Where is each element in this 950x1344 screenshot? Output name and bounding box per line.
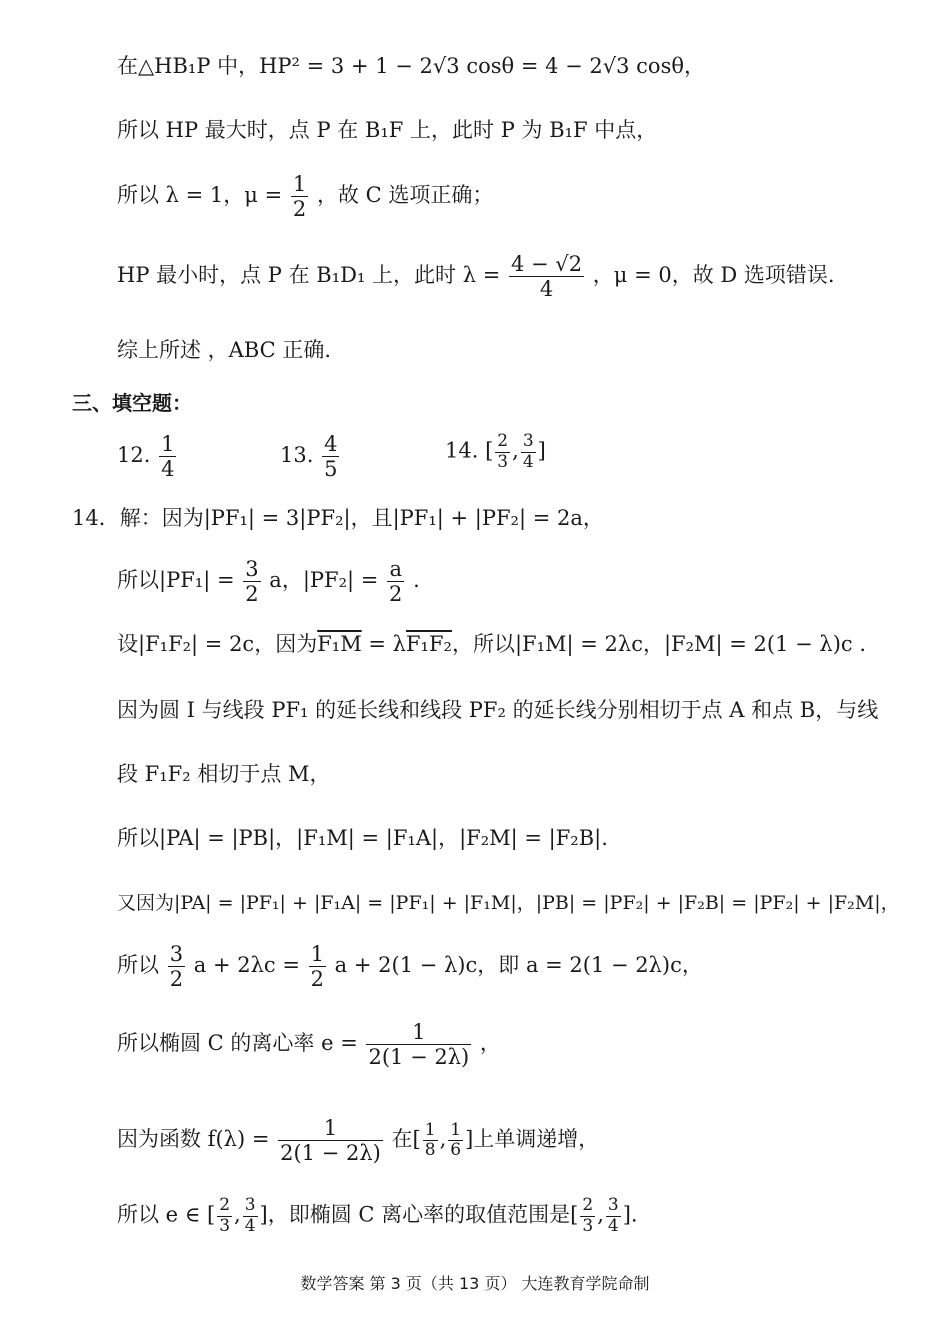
section-heading: 三、填空题： bbox=[72, 391, 192, 415]
denominator: 2 bbox=[310, 967, 324, 992]
line-text: 因为圆 I 与线段 PF₁ 的延长线和线段 PF₂ 的延长线分别相切于点 A 和点 B，与线 bbox=[117, 698, 879, 722]
solution-line-2 bbox=[117, 557, 420, 606]
fraction bbox=[495, 432, 510, 472]
denominator: 2(1 − 2λ) bbox=[280, 1141, 381, 1166]
numerator: 2 bbox=[582, 1195, 594, 1215]
text-line-option-c bbox=[117, 172, 493, 221]
numerator: 2 bbox=[497, 431, 509, 451]
fraction bbox=[217, 1196, 232, 1236]
numerator: 1 bbox=[310, 942, 324, 966]
fraction bbox=[159, 432, 176, 481]
answer-label: 13. bbox=[280, 443, 314, 468]
line-text: 所以椭圆 C 的离心率 e = bbox=[117, 1031, 358, 1056]
fraction bbox=[448, 1121, 463, 1161]
bracket: [ bbox=[485, 438, 494, 463]
fraction bbox=[521, 432, 536, 472]
solution-line-10 bbox=[117, 1116, 599, 1165]
solution-line-3 bbox=[117, 634, 866, 655]
fraction bbox=[243, 1196, 258, 1236]
denominator: 4 bbox=[607, 1215, 619, 1236]
numerator: 3 bbox=[245, 557, 259, 581]
line-text: a，|PF₂| = bbox=[269, 568, 379, 593]
denominator: 2 bbox=[169, 967, 184, 992]
solution-line-6 bbox=[117, 828, 608, 849]
separator: , bbox=[597, 1202, 604, 1227]
denominator: 4 bbox=[244, 1215, 256, 1236]
line-text: 所以 HP 最大时，点 P 在 B₁F 上，此时 P 为 B₁F 中点， bbox=[117, 118, 658, 142]
denominator: 3 bbox=[497, 451, 509, 472]
numerator: a bbox=[387, 557, 404, 582]
line-text: ，故 C 选项正确； bbox=[316, 183, 494, 208]
answer-13 bbox=[280, 432, 341, 481]
solution-line-7 bbox=[117, 892, 900, 913]
fraction bbox=[278, 1116, 383, 1165]
numerator: 1 bbox=[424, 1119, 436, 1140]
line-text: ，μ = 0，故 D 选项错误. bbox=[592, 263, 835, 288]
line-text: 在[ bbox=[391, 1127, 421, 1152]
fraction bbox=[606, 1196, 621, 1236]
page-footer: 数学答案 第 3 页（共 13 页） 大连教育学院命制 bbox=[300, 1274, 650, 1293]
line-text: 所以 e ∈ [ bbox=[117, 1202, 216, 1227]
denominator: 2 bbox=[245, 582, 259, 607]
numerator: 3 bbox=[522, 431, 534, 451]
line-text: ，所以|F₁M| = 2λc，|F₂M| = 2(1 − λ)c . bbox=[451, 632, 867, 656]
numerator: 1 bbox=[278, 1116, 383, 1141]
line-text: 段 F₁F₂ 相切于点 M， bbox=[117, 762, 331, 786]
line-text: 14．解：因为|PF₁| = 3|PF₂|，且|PF₁| + |PF₂| = 2a， bbox=[72, 506, 604, 530]
numerator: 4 bbox=[324, 432, 338, 456]
line-text: 又因为|PA| = |PF₁| + |F₁A| = |PF₁| + |F₁M|，|PB| = |PF₂| + |F₂B| = |PF₂| + |F₂M|， bbox=[117, 892, 900, 914]
line-text: 在△HB₁P 中，HP² = 3 + 1 − 2√3 cosθ = 4 − 2√3 cosθ， bbox=[117, 54, 705, 78]
line-text: ， bbox=[479, 1031, 501, 1056]
denominator: 8 bbox=[424, 1140, 436, 1161]
denominator: 4 bbox=[161, 457, 175, 482]
separator: , bbox=[234, 1202, 241, 1227]
solution-line-8 bbox=[117, 942, 703, 991]
numerator: 3 bbox=[244, 1195, 256, 1215]
vector: F₁M bbox=[317, 632, 362, 656]
numerator: 1 bbox=[161, 432, 175, 456]
denominator: 5 bbox=[324, 457, 338, 482]
numerator: 2 bbox=[219, 1195, 231, 1215]
line-text: 所以 λ = 1，μ = bbox=[117, 183, 283, 208]
denominator: 2(1 − 2λ) bbox=[368, 1045, 470, 1070]
denominator: 3 bbox=[219, 1215, 231, 1236]
denominator: 4 bbox=[539, 277, 554, 302]
line-text: . bbox=[413, 568, 420, 593]
numerator: 3 bbox=[169, 942, 184, 966]
line-text: 所以|PA| = |PB|，|F₁M| = |F₁A|，|F₂M| = |F₂B|. bbox=[117, 826, 608, 850]
line-text: a + 2(1 − λ)c，即 a = 2(1 − 2λ)c， bbox=[334, 953, 703, 978]
line-text: 因为函数 f(λ) = bbox=[117, 1127, 270, 1152]
fraction bbox=[168, 942, 185, 991]
fraction bbox=[366, 1020, 471, 1069]
text-line-hp-max bbox=[117, 120, 657, 141]
fraction bbox=[387, 557, 404, 606]
line-text: ]. bbox=[622, 1202, 638, 1227]
line-text: ]，即椭圆 C 离心率的取值范围是[ bbox=[259, 1202, 579, 1227]
numerator: 1 bbox=[366, 1020, 471, 1045]
bracket: ] bbox=[537, 438, 546, 463]
solution-line-1 bbox=[72, 508, 604, 529]
solution-line-9 bbox=[117, 1020, 501, 1069]
text-line-option-d bbox=[117, 252, 835, 301]
line-text: 设|F₁F₂| = 2c，因为 bbox=[117, 632, 318, 656]
line-text: HP 最小时，点 P 在 B₁D₁ 上，此时 λ = bbox=[117, 263, 501, 288]
numerator: 1 bbox=[450, 1119, 462, 1140]
fraction bbox=[309, 942, 326, 991]
line-text: 综上所述 ，ABC 正确. bbox=[117, 338, 332, 362]
line-text: = λ bbox=[361, 632, 406, 656]
line-text: 所以 bbox=[117, 953, 159, 978]
numerator: 1 bbox=[292, 172, 307, 196]
solution-line-11 bbox=[117, 1196, 638, 1236]
numerator: 4 − √2 bbox=[511, 252, 583, 276]
fraction bbox=[291, 172, 308, 221]
line-text: 所以|PF₁| = bbox=[117, 568, 235, 593]
numerator: 3 bbox=[607, 1195, 619, 1215]
text-line-triangle bbox=[117, 56, 705, 77]
text-line-summary bbox=[117, 340, 331, 361]
separator: , bbox=[439, 1127, 447, 1152]
solution-line-4 bbox=[117, 700, 878, 721]
denominator: 4 bbox=[522, 451, 534, 472]
fraction bbox=[509, 252, 584, 301]
answer-label: 14. bbox=[445, 438, 479, 463]
line-text: a + 2λc = bbox=[193, 953, 300, 978]
vector: F₁F₂ bbox=[405, 632, 452, 656]
answer-14: 14. [ $\frac{2}{3}$ , $\frac{3}{4}$ ] bbox=[445, 431, 546, 472]
solution-line-5 bbox=[117, 764, 331, 785]
line-text: ]上单调递增， bbox=[465, 1127, 600, 1152]
fraction bbox=[322, 432, 339, 481]
answer-label: 12. bbox=[117, 443, 151, 468]
denominator: 6 bbox=[450, 1140, 462, 1161]
fraction bbox=[423, 1121, 438, 1161]
fraction bbox=[243, 557, 260, 606]
denominator: 2 bbox=[389, 582, 403, 607]
denominator: 2 bbox=[292, 197, 307, 222]
answer-12 bbox=[117, 432, 178, 481]
fraction bbox=[580, 1196, 595, 1236]
denominator: 3 bbox=[582, 1215, 594, 1236]
